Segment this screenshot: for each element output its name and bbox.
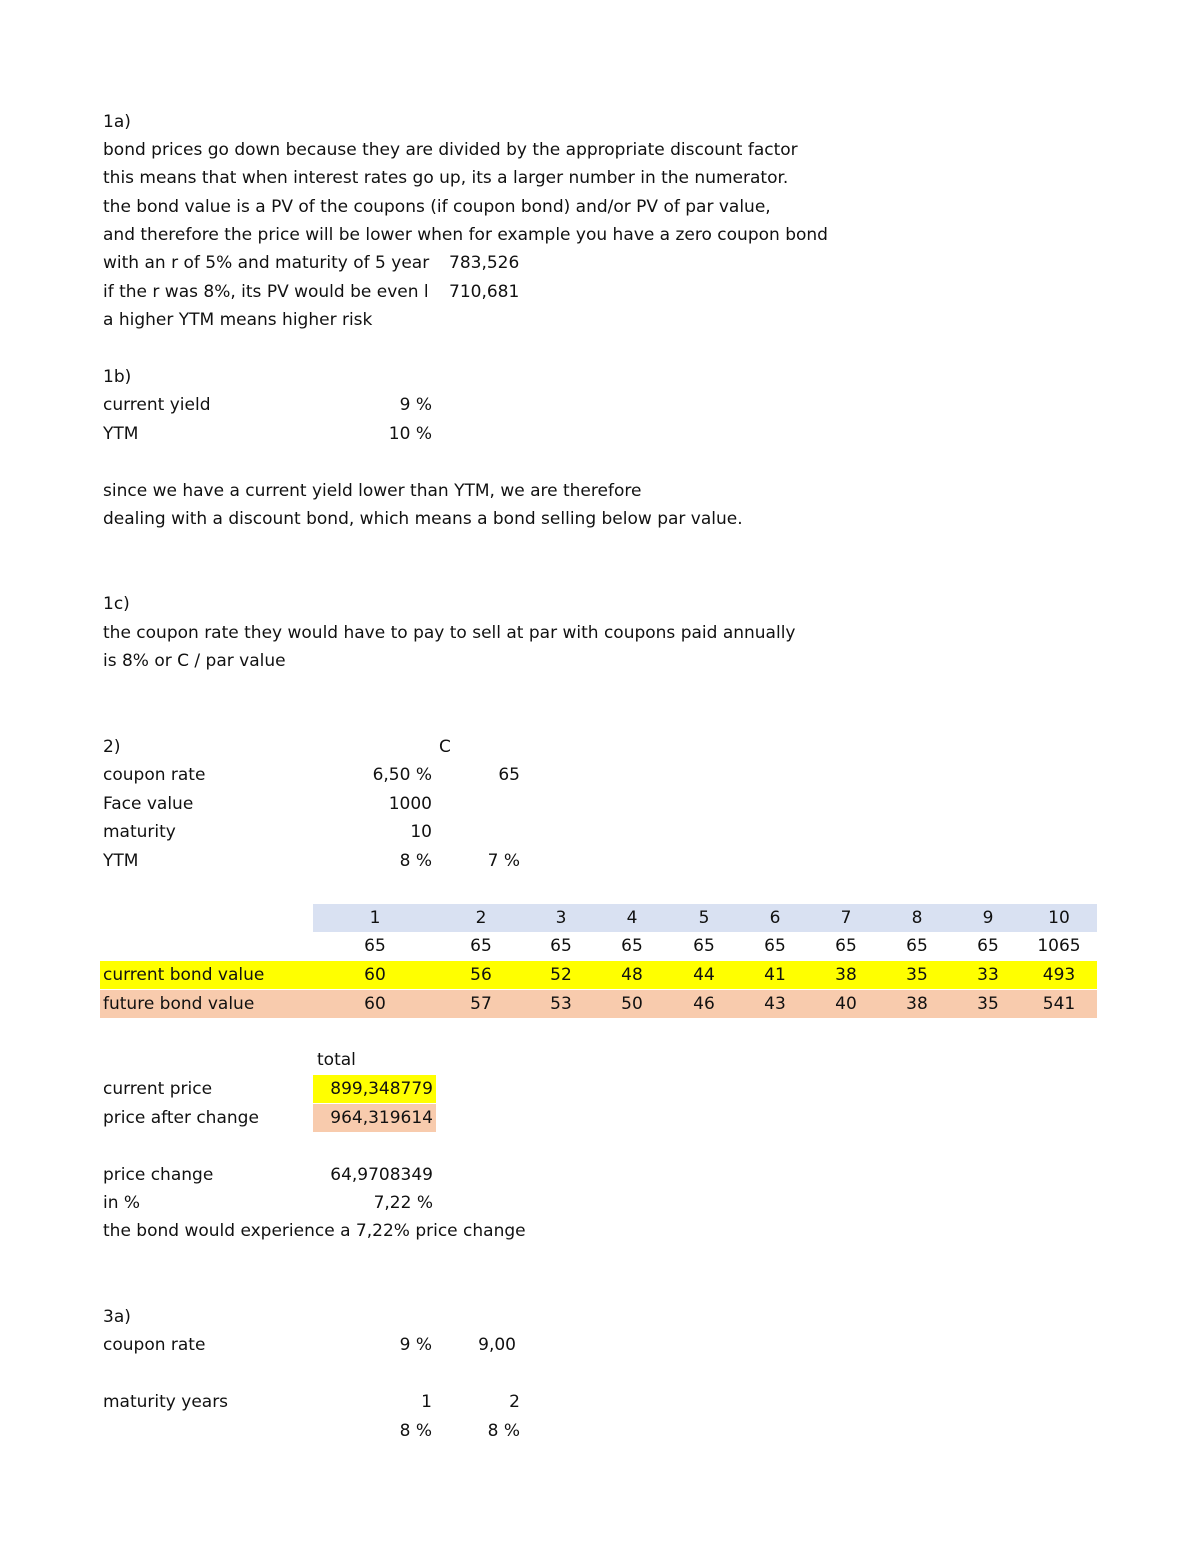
period-cell: 2: [475, 908, 487, 928]
coupon-rate-label: coupon rate: [103, 765, 206, 785]
cashflow-cell: 65: [906, 936, 928, 956]
period-cell: 1: [369, 908, 381, 928]
price-change-value: 64,9708349: [330, 1165, 433, 1185]
current-value-cell: 44: [693, 965, 715, 985]
maturity-2: 2: [509, 1392, 520, 1412]
current-value-cell: 493: [1042, 965, 1076, 985]
heading-1a: 1a): [103, 112, 131, 132]
period-cell: 7: [840, 908, 852, 928]
current-value-cell: 60: [364, 965, 386, 985]
current-yield-value: 9 %: [399, 395, 432, 415]
future-value-cell: 60: [364, 994, 386, 1014]
coupon-rate-value-2: 9,00: [478, 1335, 516, 1355]
heading-1b: 1b): [103, 367, 132, 387]
period-cell: 6: [769, 908, 781, 928]
maturity-value: 10: [410, 822, 432, 842]
rate-2: 8 %: [487, 1421, 520, 1441]
future-value-cell: 38: [906, 994, 928, 1014]
period-cell: 3: [555, 908, 567, 928]
cashflow-cell: 65: [470, 936, 492, 956]
current-value-cell: 52: [550, 965, 572, 985]
value-8pct: 710,681: [449, 282, 520, 302]
current-price-label: current price: [103, 1079, 213, 1099]
text-line: the coupon rate they would have to pay to sell at par with coupons paid annually: [103, 623, 796, 643]
text-line: a higher YTM means higher risk: [103, 310, 373, 330]
heading-3a: 3a): [103, 1307, 131, 1327]
value-5pct: 783,526: [449, 253, 520, 273]
coupon-rate-value: 9 %: [399, 1335, 432, 1355]
future-value-cell: 40: [835, 994, 857, 1014]
ytm-label: YTM: [103, 424, 139, 444]
future-value-cell: 50: [621, 994, 643, 1014]
text-line: if the r was 8%, its PV would be even l: [103, 282, 429, 302]
future-value-cell: 35: [977, 994, 999, 1014]
face-value: 1000: [388, 794, 432, 814]
ytm-value: 10 %: [388, 424, 432, 444]
text-line: bond prices go down because they are divided by the appropriate discount factor: [103, 140, 798, 160]
text-line: is 8% or C / par value: [103, 651, 286, 671]
cashflow-cell: 65: [621, 936, 643, 956]
ytm-new-value: 7 %: [487, 851, 520, 871]
period-cell: 10: [1048, 908, 1070, 928]
coupon-rate-value: 6,50 %: [372, 765, 432, 785]
in-pct-label: in %: [103, 1193, 141, 1213]
future-value-cell: 43: [764, 994, 786, 1014]
current-value-cell: 38: [835, 965, 857, 985]
text-line: this means that when interest rates go up, its a larger number in the numerator.: [103, 168, 789, 188]
coupon-rate-label: coupon rate: [103, 1335, 206, 1355]
text-line: and therefore the price will be lower when for example you have a zero coupon bond: [103, 225, 828, 245]
current-value-cell: 41: [764, 965, 786, 985]
price-after-value: 964,319614: [330, 1108, 433, 1128]
current-value-cell: 56: [470, 965, 492, 985]
price-change-label: price change: [103, 1165, 214, 1185]
current-value-cell: 33: [977, 965, 999, 985]
maturity-years-label: maturity years: [103, 1392, 229, 1412]
cashflow-cell: 65: [364, 936, 386, 956]
c-label: C: [439, 737, 451, 757]
period-cell: 5: [698, 908, 710, 928]
face-value-label: Face value: [103, 794, 194, 814]
cashflow-cell: 65: [764, 936, 786, 956]
future-bond-value-label: future bond value: [103, 994, 255, 1014]
text-line: dealing with a discount bond, which means a bond selling below par value.: [103, 509, 743, 529]
heading-1c: 1c): [103, 594, 130, 614]
current-value-cell: 35: [906, 965, 928, 985]
text-line: with an r of 5% and maturity of 5 year: [103, 253, 430, 273]
maturity-1: 1: [421, 1392, 432, 1412]
coupon-amount: 65: [498, 765, 520, 785]
future-value-cell: 57: [470, 994, 492, 1014]
future-value-cell: 46: [693, 994, 715, 1014]
period-cell: 4: [626, 908, 638, 928]
cashflow-cell: 65: [977, 936, 999, 956]
text-line: since we have a current yield lower than YTM, we are therefore: [103, 481, 642, 501]
future-value-cell: 541: [1042, 994, 1076, 1014]
text-line: the bond value is a PV of the coupons (if coupon bond) and/or PV of par value,: [103, 197, 771, 217]
cashflow-cell: 65: [835, 936, 857, 956]
price-after-label: price after change: [103, 1108, 259, 1128]
maturity-label: maturity: [103, 822, 176, 842]
rate-1: 8 %: [399, 1421, 432, 1441]
heading-2: 2): [103, 737, 121, 757]
cashflow-cell: 1065: [1037, 936, 1081, 956]
cashflow-cell: 65: [693, 936, 715, 956]
period-cell: 8: [911, 908, 923, 928]
current-bond-value-label: current bond value: [103, 965, 265, 985]
current-price-value: 899,348779: [330, 1079, 433, 1099]
ytm-value: 8 %: [399, 851, 432, 871]
current-value-cell: 48: [621, 965, 643, 985]
cashflow-cell: 65: [550, 936, 572, 956]
ytm-label: YTM: [103, 851, 139, 871]
total-label: total: [317, 1050, 356, 1070]
future-value-cell: 53: [550, 994, 572, 1014]
in-pct-value: 7,22 %: [373, 1193, 433, 1213]
conclusion-text: the bond would experience a 7,22% price change: [103, 1221, 526, 1241]
period-cell: 9: [982, 908, 994, 928]
current-yield-label: current yield: [103, 395, 211, 415]
